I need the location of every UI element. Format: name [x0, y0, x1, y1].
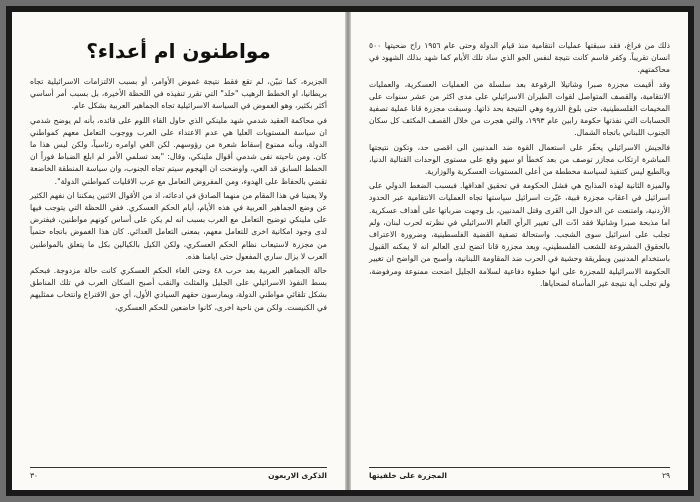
paragraph: ولا يعنينا في هذا المقام من منهما الصادق في ادعائه، اذ من الأقوال الاثنين يمكننا ان نفهم الكثير عن وضع الجماهير العربية في هذه الأيام، أيام الحكم العسكري. ففي اللحظة التي يتوجب فيها على ملينكي توضيح التعامل مع العرب بسبب انه لم يكن على أساس كونهم مواطنين، فيفترض لدى وجود امكانية اخرى للتعامل معهم، بمعنى التعامل العدائي. كان هذا الغموض باتجاه حتمياً من مجزرة لاستيعاب نظام الحكم العسكري، ولكن الكيل بالكيالين بكل ما يتعلق بالمواطنين العرب لا يزال ساري المفعول حتى ايامنا هذه.: [30, 190, 327, 261]
book-spread: [6, 6, 694, 496]
paragraph: حالة الجماهير العربية بعد حرب ٤٨ وحتى الغاء الحكم العسكري كانت حالة مزدوجة. فبحكم بسط النفوذ الاسرائيلي على الجليل والمثلث والنقب أصبح السكان العرب في تلك المناطق بشكل تلقائي مواطني الدولة، ويمارسون حقهم السيادي الأول، أي حق الاقتراع وانتخاب ممثليهم في الكنيست. ولكن من ناحية اخرى، كانوا خاضعين للحكم العسكري،: [30, 266, 327, 312]
paragraph: في محاكمة العقيد شدمي شهد ملينكي الذي حاول القاء اللوم على قائده، بأنه لم يوضح شدمي ان سياسة المستويات العليا هي عدم الاعتداء على العرب ووجوب التعامل معهم كمواطني الدولة، وبأنه ممنوع إسقاط شعرة من رؤوسهم. لكن الغي اوامره رئاسياً، ولكن ليس هذا ما كان. ومن ناحيته نفى شدمي أقوال ملينكي، وقال: "بعد تسلمي الأمر لم ابلغ الضباط فوراً ان الخطط السابق قد الغي، واوضحت ان الهجوم سيتم تجاه الجنوب، وان سياسة المنطقة الخاضعة تقضي بالحفاظ على الهدوء، ومن المفروض التعامل مع عرب الاقليات كمواطني الدولة".: [30, 115, 327, 186]
paragraph: فالجيش الاسرائيلي يحفّز على استعمال القوة ضد المدنيين الى اقصى حد، وتكون نتيجتها المباشرة ارتكاب مجازر توصف من بعد كخطأ او سهو وقع على مستوى الوحدات القتالية الدنيا، وبالطبع ليس كتنفيذ لسياسة مخططة من أعلى المستويات العسكرية والوزارية.: [369, 142, 670, 177]
left-page-footer: [30, 467, 327, 480]
left-page-body: [30, 76, 327, 314]
paragraph: ذلك من فراغ، فقد سبقتها عمليات انتقامية منذ قيام الدولة وحتى عام ١٩٥٦ راح ضحيتها ٥٠٠ انسان تقريباً. وكفر قاسم كانت نتيجة لنفس الجو الذي ساد تلك الأيام كما شهد بذلك الشهود في محاكمتهم.: [369, 41, 670, 75]
chapter-title: مواطنون ام أعداء؟: [86, 39, 271, 63]
paragraph: وقد أقيمت مجزرة صبرا وشاتيلا الرقوعة بعد سلسلة من العمليات العسكرية، والعمليات الانتقامية، والقصف المتواصل لقوات الطيران الاسرائيلي على مدى اكثر من عشر سنوات على المخيمات الفلسطينية، حتى بلوغ الذروة وهي النتيجة بحد ذاتها. وسبقت مجزرة قانا عملية تصفية الحسابات التي نفذتها حكومة رابين عام ١٩٩٣، والتي هجرت من خلال القصف المكثف كل سكان الجنوب اللبناني باتجاه الشمال.: [369, 79, 670, 138]
paragraph: الجزيرة، كما تبيّن، لم تقع فقط نتيجة غموض الأوامر، أو بسبب الالتزامات الاسرائيلية تجاه بريطانيا، او الخطط الرهيب "خلد" التي تقرر تنفيذه في اللحظة الأخيرة، بل بسبب أمر أساسي أكثر بكثير، وهو الغموض في السياسة الاسرائيلية تجاه الجماهير العربية بشكل عام.: [30, 77, 327, 111]
right-page-body: [369, 40, 670, 290]
right-page-footer: [369, 467, 670, 480]
paragraph: والميزة الثانية لهذه المذابح هي فشل الحكومة في تحقيق اهدافها. فبسبب الضغط الدولي على اسرائيل في اعقاب مجزرة قبية، غيّرت اسرائيل سياستها تجاه العمليات الانتقامية عبر الحدود الأردنية، وامتنعت عن الدخول الى القرى وقتل المدنيين، بل وجهت ضرباتها على أهداف عسكرية. اما مذبحة صبرا وشاتيلا فقد ادّت الى تغيير الرأي العام الاسرائيلي في نظرته لحرب لبنان، ولم تجلب على اسرائيل سوى الشجب. واستحالة تصفية القضية الفلسطينية، وضرورة الاعتراف بالحقوق المشروعة للشعب الفلسطيني، وبعد مجزرة قانا اتضح لدى العالم انه لا يمكنه القبول باستخدام المدنيين وبطريقة وحشية في الحرب ضد المقاومة اللبنانية، وأصبح من الواضح ان تغيير الحكومة الاسرائيلية للمجزرة على انها خطوة دفاعية لسلامة الجليل اضحت ممنوعة ومرفوضة، ولم تجلب أية نتيجة غير المأساة لضحاياها.: [369, 181, 670, 288]
left-page: [12, 12, 345, 490]
page-number: ٢٩: [661, 471, 670, 480]
running-footer: الذكرى الاربعون: [268, 471, 327, 480]
running-footer: المجزرة على خلفيتها: [369, 471, 447, 480]
page-number: ٣٠: [30, 471, 39, 480]
right-page: [351, 12, 688, 490]
